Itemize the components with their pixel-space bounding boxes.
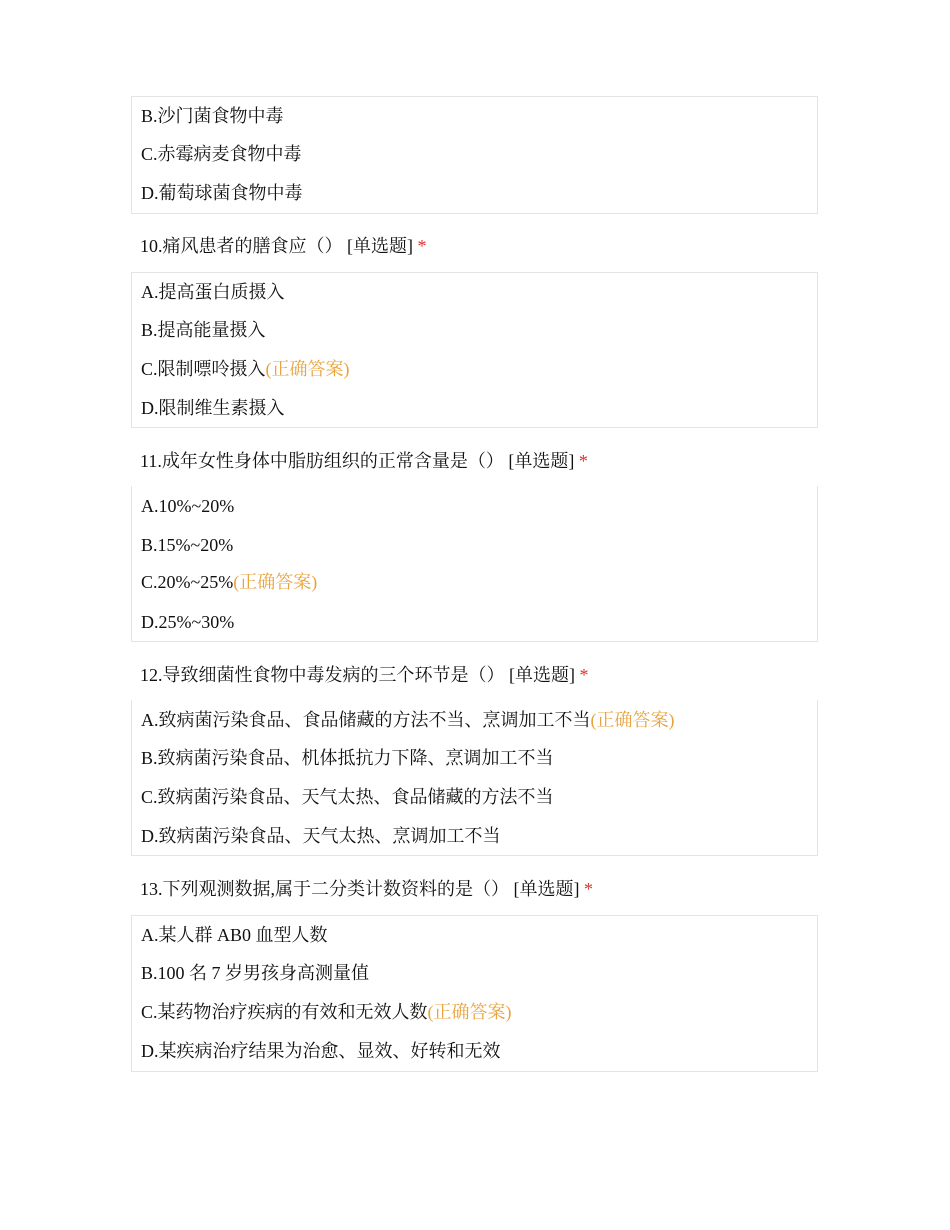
correct-answer-tag: (正确答案): [427, 1002, 512, 1022]
question-title: 13.下列观测数据,属于二分类计数资料的是（） [单选题] *: [140, 879, 593, 899]
option-a: A.某人群 AB0 血型人数: [141, 925, 328, 945]
option-d: D.25%~30%: [141, 612, 235, 632]
option-c: C.20%~25%(正确答案): [141, 572, 318, 592]
option-b: B.提高能量摄入: [141, 320, 266, 340]
question-title: 11.成年女性身体中脂肪组织的正常含量是（） [单选题] *: [140, 451, 588, 471]
correct-answer-tag: (正确答案): [265, 359, 350, 379]
option-c: C.赤霉病麦食物中毒: [141, 144, 302, 164]
required-asterisk: *: [578, 451, 588, 471]
option-a: A.10%~20%: [141, 496, 235, 516]
correct-answer-tag: (正确答案): [590, 710, 675, 730]
required-asterisk: *: [579, 665, 589, 685]
option-d: D.致病菌污染食品、天气太热、烹调加工不当: [141, 826, 501, 846]
option-d: D.限制维生素摄入: [141, 398, 285, 418]
option-b: B.沙门菌食物中毒: [141, 106, 284, 126]
question-title: 12.导致细菌性食物中毒发病的三个环节是（） [单选题] *: [140, 665, 589, 685]
option-b: B.100 名 7 岁男孩身高测量值: [141, 963, 370, 983]
option-a: A.提高蛋白质摄入: [141, 282, 285, 302]
options-box: [131, 915, 818, 1072]
required-asterisk: *: [417, 236, 427, 256]
option-c: C.某药物治疗疾病的有效和无效人数(正确答案): [141, 1002, 512, 1022]
option-c: C.限制嘌呤摄入(正确答案): [141, 359, 350, 379]
required-asterisk: *: [584, 879, 593, 899]
option-b: B.15%~20%: [141, 535, 234, 555]
option-d: D.某疾病治疗结果为治愈、显效、好转和无效: [141, 1041, 501, 1061]
option-a: A.致病菌污染食品、食品储藏的方法不当、烹调加工不当(正确答案): [141, 710, 675, 730]
question-title: 10.痛风患者的膳食应（） [单选题] *: [140, 236, 427, 256]
options-box: [131, 272, 818, 428]
options-box: [131, 96, 818, 214]
options-box: [131, 700, 818, 856]
option-d: D.葡萄球菌食物中毒: [141, 183, 303, 203]
option-b: B.致病菌污染食品、机体抵抗力下降、烹调加工不当: [141, 748, 554, 768]
correct-answer-tag: (正确答案): [233, 572, 318, 592]
option-c: C.致病菌污染食品、天气太热、食品储藏的方法不当: [141, 787, 554, 807]
options-box: [131, 486, 818, 642]
